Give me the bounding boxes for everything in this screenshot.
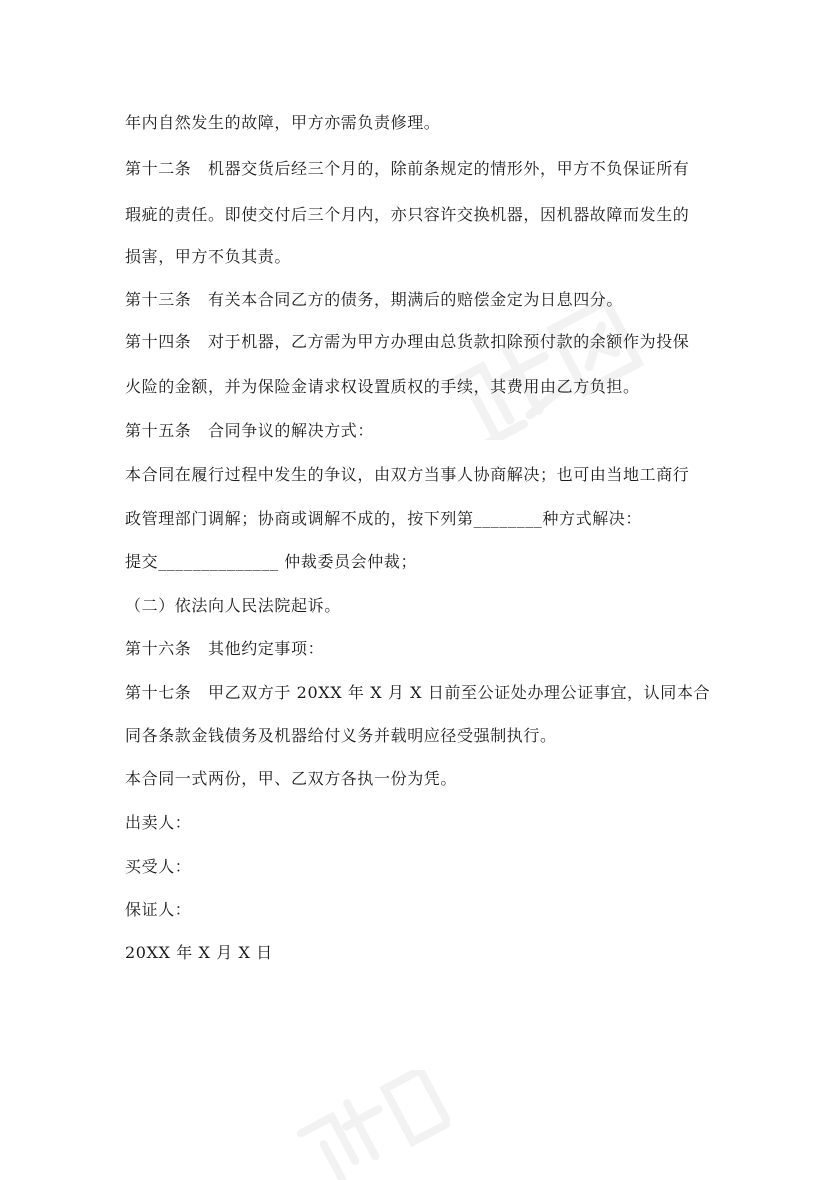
watermark-logo-bottom xyxy=(290,1070,450,1180)
text-line: 第十三条 有关本合同乙方的债务，期满后的赔偿金定为日息四分。 xyxy=(125,290,624,309)
text-line: 本合同在履行过程中发生的争议，由双方当事人协商解决；也可由当地工商行 xyxy=(125,465,690,484)
text-line: 本合同一式两份，甲、乙双方各执一份为凭。 xyxy=(125,769,458,788)
text-line: 第十六条 其他约定事项： xyxy=(125,639,325,658)
text-line: 年内自然发生的故障，甲方亦需负责修理。 xyxy=(125,113,441,132)
text-line: 保证人： xyxy=(125,900,192,919)
text-line: 损害，甲方不负其责。 xyxy=(125,247,292,266)
text-line: 出卖人： xyxy=(125,813,192,832)
text-line: 第十四条 对于机器，乙方需为甲方办理由总货款扣除预付款的余额作为投保 xyxy=(125,332,690,351)
watermark-logo-mid xyxy=(430,300,650,440)
text-line: 20XX 年 X 月 X 日 xyxy=(125,943,273,962)
text-line: （二）依法向人民法院起诉。 xyxy=(125,596,341,615)
text-line: 提交______________ 仲裁委员会仲裁； xyxy=(125,552,418,571)
text-line: 第十七条 甲乙双方于 20XX 年 X 月 X 日前至公证处办理公证事宜，认同本合 xyxy=(125,683,711,702)
text-line: 第十二条 机器交货后经三个月的，除前条规定的情形外，甲方不负保证所有 xyxy=(125,159,690,178)
text-line: 瑕疵的责任。即使交付后三个月内，亦只容许交换机器，因机器故障而发生的 xyxy=(125,205,690,224)
text-line: 同各条款金钱债务及机器给付义务并载明应径受强制执行。 xyxy=(125,726,557,745)
text-line: 买受人： xyxy=(125,857,192,876)
text-line: 火险的金额，并为保险金请求权设置质权的手续，其费用由乙方负担。 xyxy=(125,377,640,396)
text-line: 政管理部门调解；协商或调解不成的，按下列第________种方式解决： xyxy=(125,509,643,528)
text-line: 第十五条 合同争议的解决方式： xyxy=(125,421,375,440)
